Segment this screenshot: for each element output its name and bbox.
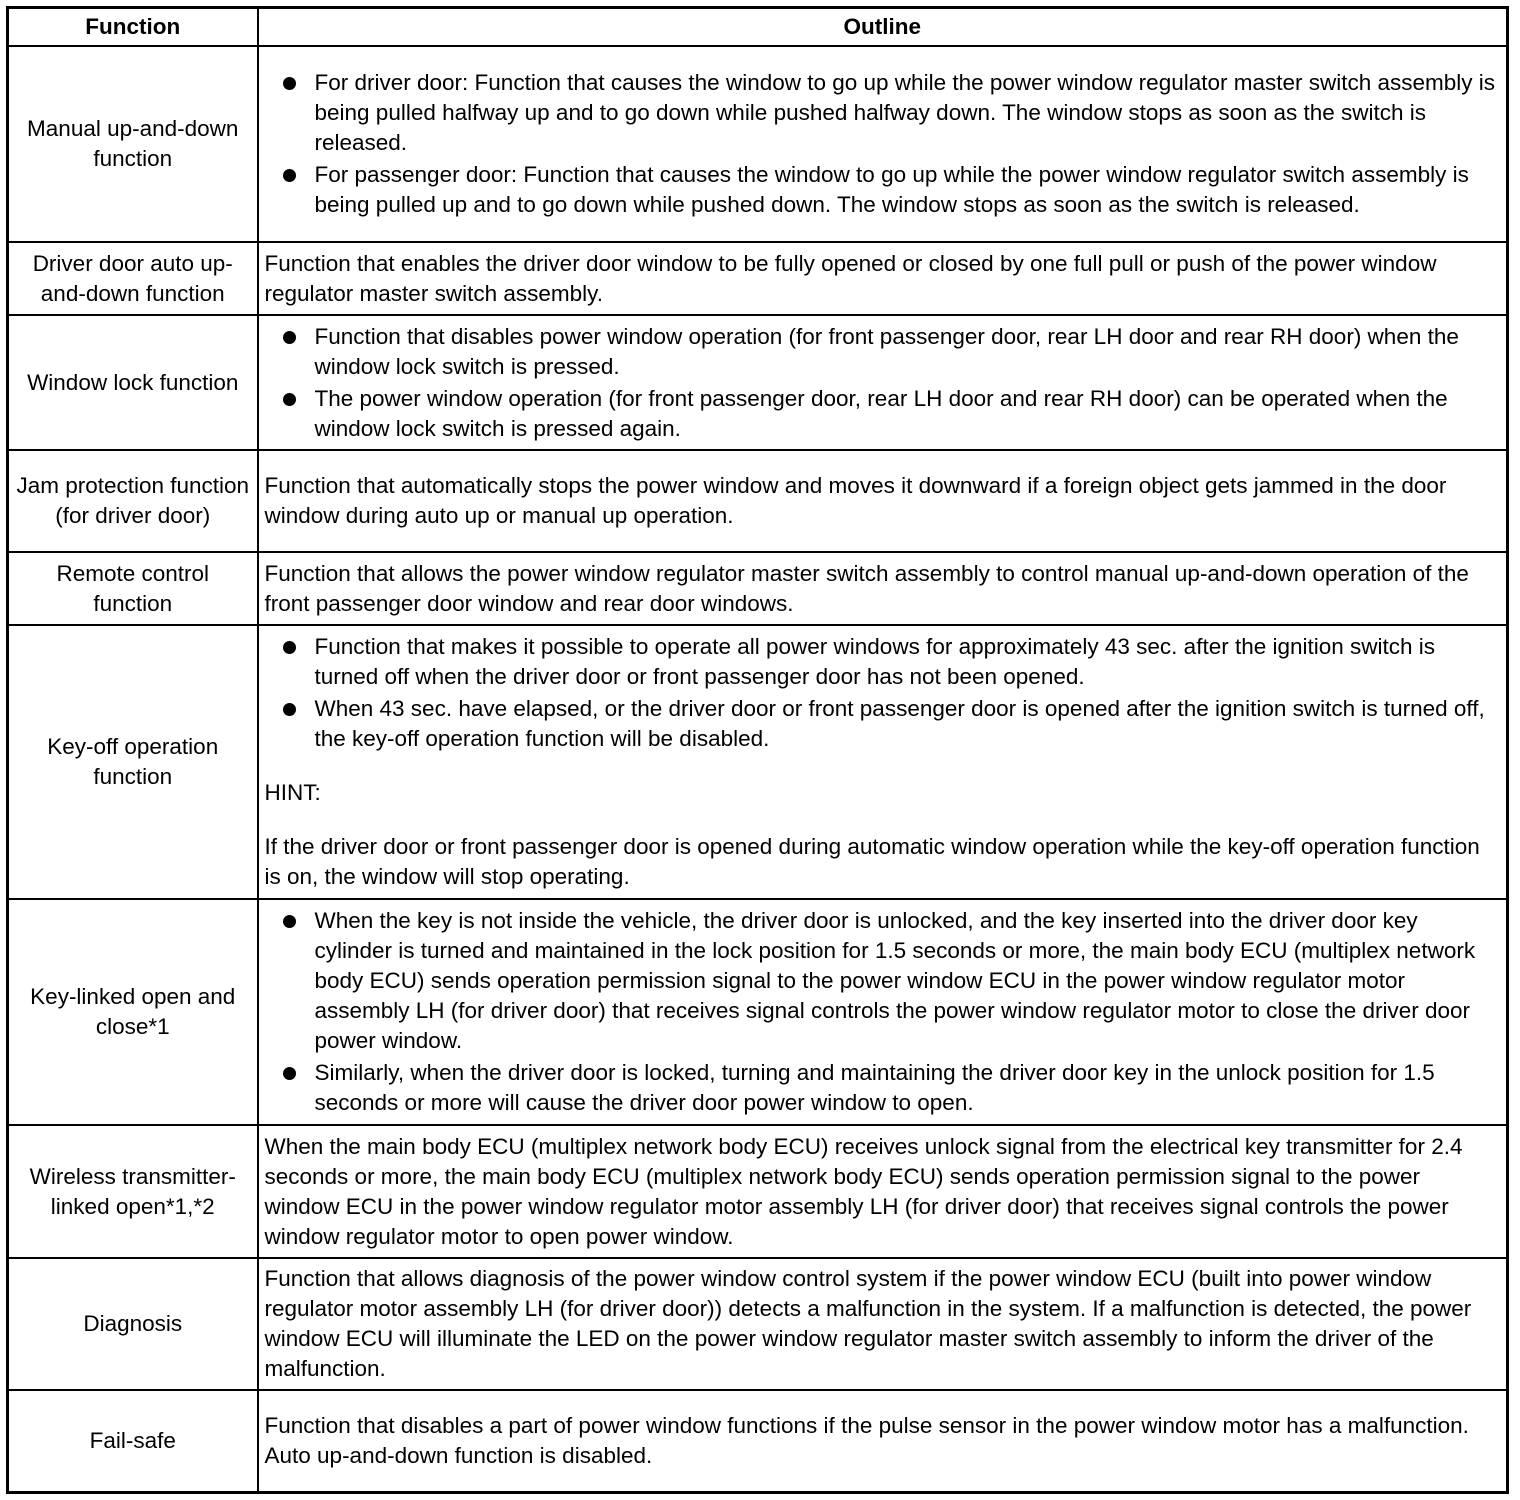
bullet-text: When the key is not inside the vehicle, the driver door is unlocked, and the key inserted into the driver door key cylinder is turned and maintained in the lock position for 1.5 seconds or more, the main body ECU (multiplex network body ECU) sends operation permission signal to the power window ECU in the power window regulator motor assembly LH (for driver door) that receives signal controls the power window regulator motor to close the driver door power window. <box>314 908 1476 1053</box>
outline-cell <box>258 46 1508 242</box>
function-cell: Driver door auto up-and-down function <box>8 242 258 315</box>
function-outline-table <box>6 6 1509 1494</box>
table-row <box>8 1390 1508 1492</box>
function-cell: Jam protection function (for driver door) <box>8 450 258 552</box>
bullet-icon <box>283 641 296 654</box>
header-function: Function <box>8 8 258 47</box>
bullet-text: The power window operation (for front passenger door, rear LH door and rear RH door) can be operated when the window lock switch is pressed again. <box>314 385 1448 441</box>
table-row <box>8 625 1508 899</box>
bullet-list <box>265 906 1501 1118</box>
bullet-text: Function that makes it possible to operate all power windows for approximately 43 sec. after the ignition switch is turned off when the driver door or front passenger door has not been opened. <box>314 634 1436 689</box>
bullet-text: Similarly, when the driver door is locked, turning and maintaining the driver door key in the unlock position for 1.5 seconds or more will cause the driver door power window to open. <box>314 1060 1435 1115</box>
table-row <box>8 1258 1508 1390</box>
outline-cell <box>258 450 1508 552</box>
list-item <box>265 906 1501 1056</box>
bullet-list <box>265 68 1501 220</box>
function-cell: Key-linked open and close*1 <box>8 899 258 1125</box>
outline-text: Function that enables the driver door window to be fully opened or closed by one full pull or push of the power window regulator master switch assembly. <box>264 250 1437 306</box>
outline-text: Function that automatically stops the power window and moves it downward if a foreign object gets jammed in the door window during auto up or manual up operation. <box>264 473 1447 528</box>
list-item <box>265 694 1501 754</box>
list-item <box>265 68 1501 158</box>
table-row <box>8 552 1508 625</box>
function-cell: Manual up-and-down function <box>8 46 258 242</box>
bullet-list <box>265 632 1501 754</box>
function-cell: Wireless transmitter-linked open*1,*2 <box>8 1125 258 1258</box>
list-item <box>265 322 1501 382</box>
table-row <box>8 46 1508 242</box>
function-cell: Key-off operation function <box>8 625 258 899</box>
outline-text: When the main body ECU (multiplex network body ECU) receives unlock signal from the electrical key transmitter for 2.4 seconds or more, the main body ECU (multiplex network body ECU) sends operation permission signal to the power window ECU in the power window regulator motor assembly LH (for driver door) that receives signal controls the power window regulator motor to open power window. <box>264 1133 1463 1249</box>
bullet-list <box>265 322 1501 444</box>
outline-cell <box>258 1125 1508 1258</box>
function-cell: Fail-safe <box>8 1390 258 1492</box>
hint-label: HINT: <box>264 780 321 805</box>
function-cell: Remote control function <box>8 552 258 625</box>
list-item <box>265 384 1501 444</box>
hint-text: If the driver door or front passenger door is opened during automatic window operation while the key-off operation function is on, the window will stop operating. <box>264 834 1480 889</box>
table-row <box>8 1125 1508 1258</box>
bullet-icon <box>283 169 296 182</box>
outline-text-2: Auto up-and-down function is disabled. <box>264 1442 653 1468</box>
function-cell: Diagnosis <box>8 1258 258 1390</box>
outline-cell <box>258 242 1508 315</box>
outline-text: Function that allows the power window regulator master switch assembly to control manual up-and-down operation of the front passenger door window and rear door windows. <box>264 560 1469 616</box>
list-item <box>265 632 1501 692</box>
outline-cell <box>258 625 1508 899</box>
bullet-icon <box>283 703 296 716</box>
outline-cell <box>258 315 1508 450</box>
outline-cell <box>258 552 1508 625</box>
bullet-text: When 43 sec. have elapsed, or the driver door or front passenger door is opened after the ignition switch is turned off, the key-off operation function will be disabled. <box>314 696 1485 751</box>
bullet-text: For passenger door: Function that causes the window to go up while the power window regulator switch assembly is being pulled up and to go down while pushed down. The window stops as soon as the switch is released. <box>314 162 1469 217</box>
outline-cell <box>258 1390 1508 1492</box>
bullet-icon <box>283 331 296 344</box>
list-item <box>265 1058 1501 1118</box>
table-row <box>8 242 1508 315</box>
bullet-text: For driver door: Function that causes the window to go up while the power window regulator master switch assembly is being pulled halfway up and to go down while pushed halfway down. The window stops as soon as the switch is released. <box>314 70 1496 155</box>
table-row <box>8 899 1508 1125</box>
header-outline: Outline <box>258 8 1508 47</box>
outline-text: Function that disables a part of power window functions if the pulse sensor in the power window motor has a malfunction. <box>264 1412 1469 1438</box>
table-header-row <box>8 8 1508 47</box>
bullet-text: Function that disables power window operation (for front passenger door, rear LH door and rear RH door) when the window lock switch is pressed. <box>314 323 1459 379</box>
bullet-icon <box>283 915 296 928</box>
table-row <box>8 450 1508 552</box>
bullet-icon <box>283 1067 296 1080</box>
list-item <box>265 160 1501 220</box>
table-row <box>8 315 1508 450</box>
outline-text: Function that allows diagnosis of the power window control system if the power window ECU (built into power window regulator motor assembly LH (for driver door)) detects a malfunction in the system. If a malfunction is detected, the power window ECU will illuminate the LED on the power window regulator master switch assembly to inform the driver of the malfunction. <box>264 1266 1472 1381</box>
bullet-icon <box>283 393 296 406</box>
outline-cell <box>258 899 1508 1125</box>
bullet-icon <box>283 77 296 90</box>
function-cell: Window lock function <box>8 315 258 450</box>
outline-cell <box>258 1258 1508 1390</box>
